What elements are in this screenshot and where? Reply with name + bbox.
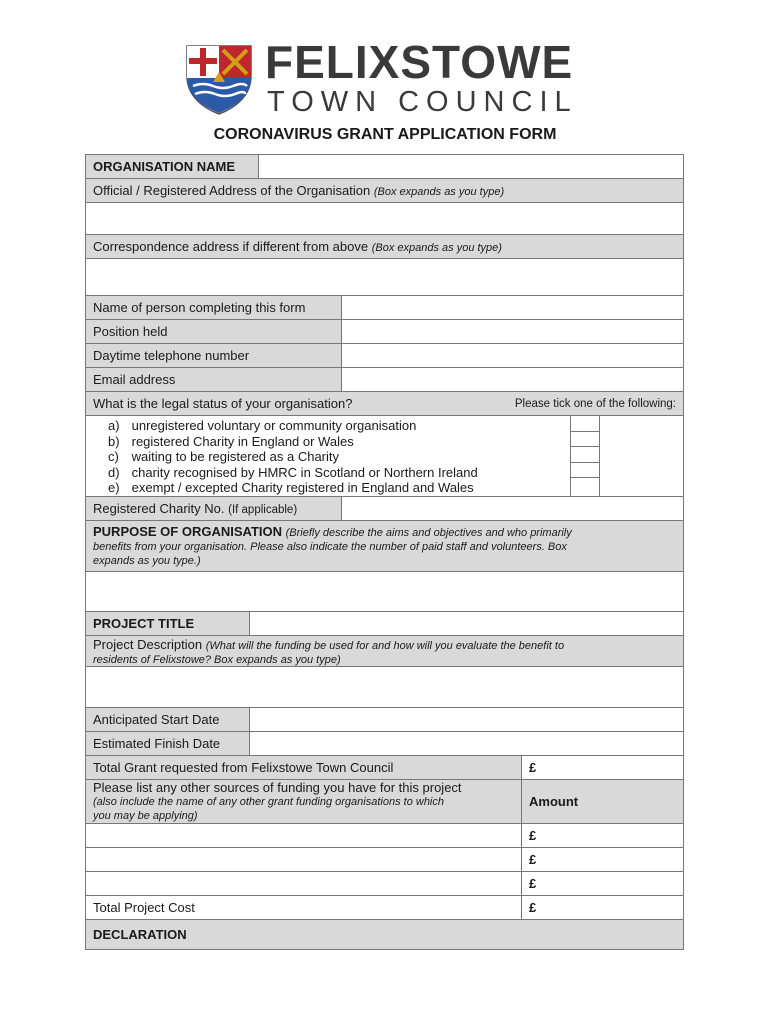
charity-number-note: (If applicable) bbox=[228, 504, 298, 516]
legal-status-options bbox=[85, 415, 684, 497]
legal-option-b: b) registered Charity in England or Wales bbox=[108, 433, 354, 449]
finish-date-row bbox=[85, 731, 684, 756]
grant-requested-row bbox=[85, 755, 684, 780]
funding-amount-input[interactable]: £ bbox=[521, 824, 683, 847]
purpose-input[interactable] bbox=[85, 571, 684, 612]
email-row bbox=[85, 367, 684, 392]
start-date-label: Anticipated Start Date bbox=[86, 708, 249, 731]
email-input[interactable] bbox=[341, 368, 683, 391]
legal-status-header bbox=[85, 391, 684, 416]
project-description-header bbox=[85, 635, 684, 667]
legal-status-instruction: Please tick one of the following: bbox=[514, 398, 676, 410]
telephone-input[interactable] bbox=[341, 344, 683, 367]
total-cost-input[interactable]: £ bbox=[521, 896, 683, 919]
funding-amount-input[interactable]: £ bbox=[521, 848, 683, 871]
funding-source-input[interactable] bbox=[86, 872, 521, 895]
charity-number-row bbox=[85, 496, 684, 521]
start-date-row bbox=[85, 707, 684, 732]
legal-status-question: What is the legal status of your organisation? bbox=[93, 396, 353, 411]
funding-row bbox=[85, 871, 684, 896]
project-description-note-1: (What will the funding be used for and how will you evaluate the benefit to bbox=[205, 640, 565, 652]
project-title-input[interactable] bbox=[249, 612, 683, 635]
tick-box-d[interactable] bbox=[571, 463, 599, 479]
purpose-title: PURPOSE OF ORGANISATION bbox=[93, 524, 282, 539]
charity-number-label: Registered Charity No. bbox=[93, 501, 225, 516]
funding-source-input[interactable] bbox=[86, 824, 521, 847]
other-sources-note-1: (also include the name of any other grant funding organisations to which bbox=[93, 796, 444, 808]
brand-name: FELIXSTOWE bbox=[265, 36, 574, 88]
legal-option-c: c) waiting to be registered as a Charity bbox=[108, 449, 340, 464]
correspondence-address-input[interactable] bbox=[85, 258, 684, 296]
telephone-row bbox=[85, 343, 684, 368]
tick-box-c[interactable] bbox=[571, 447, 599, 463]
legal-status-list bbox=[94, 418, 478, 496]
purpose-note-3: expands as you type.) bbox=[93, 555, 201, 567]
funding-row bbox=[85, 823, 684, 848]
total-cost-label: Total Project Cost bbox=[86, 896, 521, 919]
telephone-label: Daytime telephone number bbox=[86, 344, 341, 367]
position-input[interactable] bbox=[341, 320, 683, 343]
funding-source-input[interactable] bbox=[86, 848, 521, 871]
correspondence-address-note: (Box expands as you type) bbox=[371, 242, 502, 254]
finish-date-input[interactable] bbox=[249, 732, 683, 755]
contact-name-input[interactable] bbox=[341, 296, 683, 319]
project-description-input[interactable] bbox=[85, 666, 684, 708]
organisation-name-label: ORGANISATION NAME bbox=[86, 155, 258, 178]
declaration-label: DECLARATION bbox=[93, 927, 187, 942]
position-row bbox=[85, 319, 684, 344]
other-sources-note-2: you may be applying) bbox=[93, 810, 198, 822]
grant-requested-input[interactable]: £ bbox=[521, 756, 683, 779]
project-title-label: PROJECT TITLE bbox=[86, 612, 249, 635]
page-header bbox=[183, 36, 593, 118]
total-cost-row bbox=[85, 895, 684, 920]
purpose-header bbox=[85, 520, 684, 572]
legal-option-e: e) exempt / excepted Charity registered in England and Wales bbox=[108, 480, 474, 495]
amount-header: Amount bbox=[521, 780, 683, 823]
tick-box-a[interactable] bbox=[571, 416, 599, 432]
project-title-row bbox=[85, 611, 684, 636]
tick-box-b[interactable] bbox=[571, 432, 599, 448]
finish-date-label: Estimated Finish Date bbox=[86, 732, 249, 755]
organisation-name-input[interactable] bbox=[258, 155, 683, 178]
council-crest-icon bbox=[183, 42, 255, 116]
position-label: Position held bbox=[86, 320, 341, 343]
contact-name-label: Name of person completing this form bbox=[86, 296, 341, 319]
purpose-note-1: (Briefly describe the aims and objectives and who primarily bbox=[285, 527, 572, 539]
other-sources-row bbox=[85, 779, 684, 824]
email-label: Email address bbox=[86, 368, 341, 391]
charity-number-input[interactable] bbox=[341, 497, 683, 520]
official-address-header bbox=[85, 178, 684, 203]
start-date-input[interactable] bbox=[249, 708, 683, 731]
funding-row bbox=[85, 847, 684, 872]
form-title: CORONAVIRUS GRANT APPLICATION FORM bbox=[213, 126, 557, 143]
contact-name-row bbox=[85, 295, 684, 320]
project-description-note-2: residents of Felixstowe? Box expands as you type) bbox=[93, 654, 341, 666]
official-address-input[interactable] bbox=[85, 202, 684, 235]
other-sources-label: Please list any other sources of funding you have for this project bbox=[93, 780, 462, 795]
organisation-name-row bbox=[85, 154, 684, 179]
correspondence-address-header bbox=[85, 234, 684, 259]
legal-option-d: d) charity recognised by HMRC in Scotland or Northern Ireland bbox=[108, 464, 478, 480]
grant-requested-label: Total Grant requested from Felixstowe Town Council bbox=[86, 756, 521, 779]
funding-amount-input[interactable]: £ bbox=[521, 872, 683, 895]
legal-option-a: a) unregistered voluntary or community organisation bbox=[108, 418, 417, 433]
declaration-header bbox=[85, 919, 684, 950]
correspondence-address-label: Correspondence address if different from above bbox=[93, 239, 369, 254]
purpose-note-2: benefits from your organisation. Please also indicate the number of paid staff and volunteers. Box bbox=[93, 541, 567, 553]
tick-box-e[interactable] bbox=[571, 478, 599, 494]
official-address-note: (Box expands as you type) bbox=[373, 186, 505, 198]
brand-subtitle: TOWN COUNCIL bbox=[267, 86, 578, 118]
tick-column bbox=[570, 416, 600, 496]
official-address-label: Official / Registered Address of the Organisation bbox=[93, 183, 371, 198]
project-description-label: Project Description bbox=[93, 637, 203, 652]
